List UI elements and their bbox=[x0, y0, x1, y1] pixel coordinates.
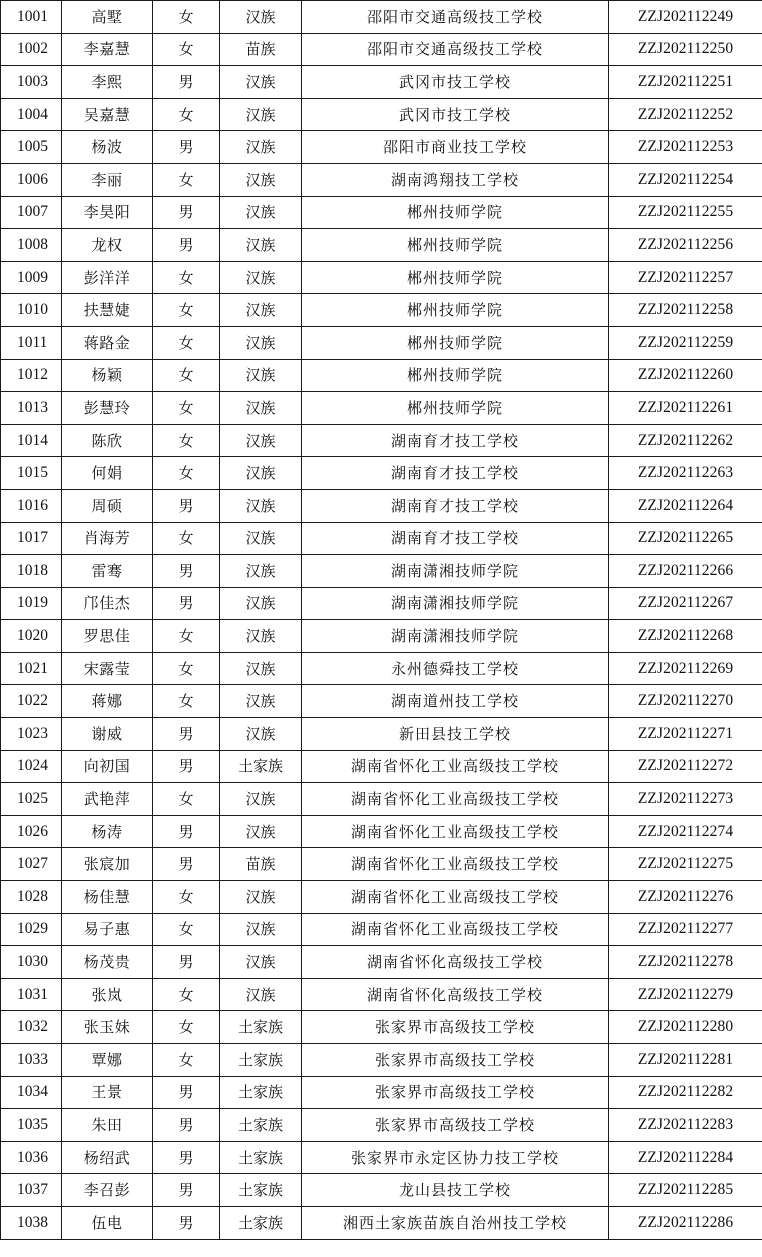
student-name-cell: 李熙 bbox=[62, 66, 153, 99]
school-name-cell: 邵阳市交通高级技工学校 bbox=[302, 33, 609, 66]
school-name-cell: 湖南鸿翔技工学校 bbox=[302, 163, 609, 196]
gender-cell: 男 bbox=[153, 1076, 220, 1109]
seq-number-cell: 1011 bbox=[1, 326, 62, 359]
student-name-cell: 龙权 bbox=[62, 229, 153, 262]
student-name-cell: 肖海芳 bbox=[62, 522, 153, 555]
school-name-cell: 郴州技师学院 bbox=[302, 294, 609, 327]
table-row bbox=[1, 196, 762, 229]
student-name-cell: 周硕 bbox=[62, 489, 153, 522]
gender-cell: 女 bbox=[153, 652, 220, 685]
seq-number-cell: 1029 bbox=[1, 913, 62, 946]
seq-number-cell: 1007 bbox=[1, 196, 62, 229]
student-name-cell: 何娟 bbox=[62, 457, 153, 490]
seq-number-cell: 1009 bbox=[1, 261, 62, 294]
seq-number-cell: 1001 bbox=[1, 1, 62, 34]
seq-number-cell: 1019 bbox=[1, 587, 62, 620]
gender-cell: 男 bbox=[153, 587, 220, 620]
ethnicity-cell: 土家族 bbox=[220, 1174, 302, 1207]
ethnicity-cell: 汉族 bbox=[220, 131, 302, 164]
ethnicity-cell: 汉族 bbox=[220, 718, 302, 751]
student-name-cell: 张宸加 bbox=[62, 848, 153, 881]
table-row bbox=[1, 33, 762, 66]
certificate-number-cell: ZZJ202112255 bbox=[609, 196, 762, 229]
school-name-cell: 新田县技工学校 bbox=[302, 718, 609, 751]
gender-cell: 女 bbox=[153, 392, 220, 425]
certificate-number-cell: ZZJ202112258 bbox=[609, 294, 762, 327]
school-name-cell: 湖南潇湘技师学院 bbox=[302, 620, 609, 653]
seq-number-cell: 1026 bbox=[1, 815, 62, 848]
table-row bbox=[1, 1044, 762, 1077]
certificate-number-cell: ZZJ202112278 bbox=[609, 946, 762, 979]
seq-number-cell: 1035 bbox=[1, 1109, 62, 1142]
table-row bbox=[1, 620, 762, 653]
student-name-cell: 张岚 bbox=[62, 978, 153, 1011]
seq-number-cell: 1033 bbox=[1, 1044, 62, 1077]
gender-cell: 男 bbox=[153, 229, 220, 262]
table-row bbox=[1, 261, 762, 294]
seq-number-cell: 1030 bbox=[1, 946, 62, 979]
ethnicity-cell: 汉族 bbox=[220, 261, 302, 294]
school-name-cell: 张家界市永定区协力技工学校 bbox=[302, 1141, 609, 1174]
student-name-cell: 谢威 bbox=[62, 718, 153, 751]
student-name-cell: 蒋路金 bbox=[62, 326, 153, 359]
ethnicity-cell: 汉族 bbox=[220, 978, 302, 1011]
school-name-cell: 湖南育才技工学校 bbox=[302, 522, 609, 555]
ethnicity-cell: 汉族 bbox=[220, 587, 302, 620]
table-row bbox=[1, 750, 762, 783]
student-name-cell: 向初国 bbox=[62, 750, 153, 783]
student-name-cell: 李召彭 bbox=[62, 1174, 153, 1207]
gender-cell: 女 bbox=[153, 783, 220, 816]
ethnicity-cell: 汉族 bbox=[220, 815, 302, 848]
certificate-number-cell: ZZJ202112284 bbox=[609, 1141, 762, 1174]
certificate-number-cell: ZZJ202112273 bbox=[609, 783, 762, 816]
certificate-number-cell: ZZJ202112267 bbox=[609, 587, 762, 620]
ethnicity-cell: 汉族 bbox=[220, 652, 302, 685]
certificate-number-cell: ZZJ202112285 bbox=[609, 1174, 762, 1207]
table-row bbox=[1, 359, 762, 392]
school-name-cell: 郴州技师学院 bbox=[302, 261, 609, 294]
table-row bbox=[1, 587, 762, 620]
gender-cell: 女 bbox=[153, 881, 220, 914]
student-name-cell: 彭慧玲 bbox=[62, 392, 153, 425]
certificate-number-cell: ZZJ202112251 bbox=[609, 66, 762, 99]
ethnicity-cell: 土家族 bbox=[220, 1141, 302, 1174]
table-row bbox=[1, 881, 762, 914]
school-name-cell: 湖南省怀化工业高级技工学校 bbox=[302, 848, 609, 881]
seq-number-cell: 1013 bbox=[1, 392, 62, 425]
certificate-number-cell: ZZJ202112272 bbox=[609, 750, 762, 783]
table-row bbox=[1, 163, 762, 196]
seq-number-cell: 1027 bbox=[1, 848, 62, 881]
student-name-cell: 伍电 bbox=[62, 1206, 153, 1239]
seq-number-cell: 1005 bbox=[1, 131, 62, 164]
certificate-number-cell: ZZJ202112271 bbox=[609, 718, 762, 751]
school-name-cell: 湖南省怀化工业高级技工学校 bbox=[302, 750, 609, 783]
certificate-number-cell: ZZJ202112275 bbox=[609, 848, 762, 881]
gender-cell: 男 bbox=[153, 1109, 220, 1142]
school-name-cell: 龙山县技工学校 bbox=[302, 1174, 609, 1207]
seq-number-cell: 1012 bbox=[1, 359, 62, 392]
seq-number-cell: 1017 bbox=[1, 522, 62, 555]
ethnicity-cell: 汉族 bbox=[220, 489, 302, 522]
school-name-cell: 湖南育才技工学校 bbox=[302, 457, 609, 490]
gender-cell: 男 bbox=[153, 946, 220, 979]
school-name-cell: 郴州技师学院 bbox=[302, 392, 609, 425]
seq-number-cell: 1034 bbox=[1, 1076, 62, 1109]
seq-number-cell: 1010 bbox=[1, 294, 62, 327]
certificate-number-cell: ZZJ202112254 bbox=[609, 163, 762, 196]
student-name-cell: 扶慧婕 bbox=[62, 294, 153, 327]
school-name-cell: 张家界市高级技工学校 bbox=[302, 1011, 609, 1044]
gender-cell: 女 bbox=[153, 1011, 220, 1044]
gender-cell: 男 bbox=[153, 718, 220, 751]
gender-cell: 女 bbox=[153, 294, 220, 327]
table-row bbox=[1, 1109, 762, 1142]
school-name-cell: 湖南潇湘技师学院 bbox=[302, 587, 609, 620]
certificate-number-cell: ZZJ202112283 bbox=[609, 1109, 762, 1142]
table-row bbox=[1, 66, 762, 99]
school-name-cell: 湘西土家族苗族自治州技工学校 bbox=[302, 1206, 609, 1239]
certificate-number-cell: ZZJ202112269 bbox=[609, 652, 762, 685]
student-name-cell: 朱田 bbox=[62, 1109, 153, 1142]
ethnicity-cell: 土家族 bbox=[220, 1109, 302, 1142]
ethnicity-cell: 汉族 bbox=[220, 685, 302, 718]
school-name-cell: 湖南省怀化高级技工学校 bbox=[302, 978, 609, 1011]
gender-cell: 女 bbox=[153, 457, 220, 490]
gender-cell: 女 bbox=[153, 1044, 220, 1077]
student-name-cell: 杨颖 bbox=[62, 359, 153, 392]
school-name-cell: 湖南省怀化工业高级技工学校 bbox=[302, 881, 609, 914]
table-row bbox=[1, 131, 762, 164]
school-name-cell: 湖南省怀化工业高级技工学校 bbox=[302, 815, 609, 848]
table-row bbox=[1, 294, 762, 327]
student-name-cell: 覃娜 bbox=[62, 1044, 153, 1077]
school-name-cell: 湖南育才技工学校 bbox=[302, 489, 609, 522]
student-name-cell: 高墅 bbox=[62, 1, 153, 34]
gender-cell: 女 bbox=[153, 326, 220, 359]
certificate-number-cell: ZZJ202112280 bbox=[609, 1011, 762, 1044]
certificate-number-cell: ZZJ202112250 bbox=[609, 33, 762, 66]
school-name-cell: 湖南省怀化工业高级技工学校 bbox=[302, 913, 609, 946]
seq-number-cell: 1014 bbox=[1, 424, 62, 457]
table-row bbox=[1, 848, 762, 881]
table-row bbox=[1, 522, 762, 555]
ethnicity-cell: 土家族 bbox=[220, 1011, 302, 1044]
certificate-number-cell: ZZJ202112274 bbox=[609, 815, 762, 848]
certificate-number-cell: ZZJ202112276 bbox=[609, 881, 762, 914]
gender-cell: 男 bbox=[153, 1141, 220, 1174]
table-row bbox=[1, 392, 762, 425]
table-row bbox=[1, 815, 762, 848]
gender-cell: 男 bbox=[153, 555, 220, 588]
gender-cell: 女 bbox=[153, 913, 220, 946]
school-name-cell: 郴州技师学院 bbox=[302, 196, 609, 229]
table-row bbox=[1, 685, 762, 718]
table-row bbox=[1, 946, 762, 979]
table-row bbox=[1, 1011, 762, 1044]
school-name-cell: 邵阳市交通高级技工学校 bbox=[302, 1, 609, 34]
certificate-number-cell: ZZJ202112252 bbox=[609, 98, 762, 131]
student-name-cell: 李丽 bbox=[62, 163, 153, 196]
ethnicity-cell: 汉族 bbox=[220, 555, 302, 588]
ethnicity-cell: 汉族 bbox=[220, 946, 302, 979]
gender-cell: 女 bbox=[153, 978, 220, 1011]
certificate-number-cell: ZZJ202112261 bbox=[609, 392, 762, 425]
table-row bbox=[1, 1206, 762, 1239]
school-name-cell: 郴州技师学院 bbox=[302, 359, 609, 392]
table-row bbox=[1, 424, 762, 457]
school-name-cell: 湖南育才技工学校 bbox=[302, 424, 609, 457]
seq-number-cell: 1036 bbox=[1, 1141, 62, 1174]
certificate-number-cell: ZZJ202112270 bbox=[609, 685, 762, 718]
table-row bbox=[1, 718, 762, 751]
certificate-number-cell: ZZJ202112253 bbox=[609, 131, 762, 164]
ethnicity-cell: 苗族 bbox=[220, 848, 302, 881]
certificate-number-cell: ZZJ202112263 bbox=[609, 457, 762, 490]
seq-number-cell: 1015 bbox=[1, 457, 62, 490]
school-name-cell: 武冈市技工学校 bbox=[302, 98, 609, 131]
seq-number-cell: 1008 bbox=[1, 229, 62, 262]
ethnicity-cell: 土家族 bbox=[220, 750, 302, 783]
certificate-number-cell: ZZJ202112281 bbox=[609, 1044, 762, 1077]
ethnicity-cell: 汉族 bbox=[220, 326, 302, 359]
ethnicity-cell: 汉族 bbox=[220, 294, 302, 327]
table-row bbox=[1, 1, 762, 34]
gender-cell: 女 bbox=[153, 620, 220, 653]
table-row bbox=[1, 1141, 762, 1174]
gender-cell: 女 bbox=[153, 685, 220, 718]
seq-number-cell: 1031 bbox=[1, 978, 62, 1011]
school-name-cell: 郴州技师学院 bbox=[302, 229, 609, 262]
gender-cell: 女 bbox=[153, 33, 220, 66]
seq-number-cell: 1018 bbox=[1, 555, 62, 588]
student-name-cell: 杨茂贵 bbox=[62, 946, 153, 979]
seq-number-cell: 1025 bbox=[1, 783, 62, 816]
school-name-cell: 湖南省怀化工业高级技工学校 bbox=[302, 783, 609, 816]
certificate-number-cell: ZZJ202112249 bbox=[609, 1, 762, 34]
seq-number-cell: 1020 bbox=[1, 620, 62, 653]
certificate-number-cell: ZZJ202112279 bbox=[609, 978, 762, 1011]
student-name-cell: 张玉妹 bbox=[62, 1011, 153, 1044]
table-row bbox=[1, 326, 762, 359]
ethnicity-cell: 汉族 bbox=[220, 359, 302, 392]
certificate-number-cell: ZZJ202112266 bbox=[609, 555, 762, 588]
gender-cell: 女 bbox=[153, 261, 220, 294]
certificate-number-cell: ZZJ202112260 bbox=[609, 359, 762, 392]
ethnicity-cell: 汉族 bbox=[220, 98, 302, 131]
table-row bbox=[1, 98, 762, 131]
ethnicity-cell: 汉族 bbox=[220, 66, 302, 99]
school-name-cell: 张家界市高级技工学校 bbox=[302, 1044, 609, 1077]
student-name-cell: 武艳萍 bbox=[62, 783, 153, 816]
ethnicity-cell: 苗族 bbox=[220, 33, 302, 66]
seq-number-cell: 1028 bbox=[1, 881, 62, 914]
ethnicity-cell: 土家族 bbox=[220, 1076, 302, 1109]
ethnicity-cell: 汉族 bbox=[220, 163, 302, 196]
ethnicity-cell: 汉族 bbox=[220, 196, 302, 229]
ethnicity-cell: 汉族 bbox=[220, 620, 302, 653]
gender-cell: 女 bbox=[153, 359, 220, 392]
ethnicity-cell: 汉族 bbox=[220, 229, 302, 262]
gender-cell: 女 bbox=[153, 163, 220, 196]
table-row bbox=[1, 489, 762, 522]
student-name-cell: 王景 bbox=[62, 1076, 153, 1109]
gender-cell: 女 bbox=[153, 1, 220, 34]
school-name-cell: 武冈市技工学校 bbox=[302, 66, 609, 99]
table-row bbox=[1, 1174, 762, 1207]
student-name-cell: 易子惠 bbox=[62, 913, 153, 946]
gender-cell: 男 bbox=[153, 1174, 220, 1207]
ethnicity-cell: 汉族 bbox=[220, 424, 302, 457]
school-name-cell: 湖南潇湘技师学院 bbox=[302, 555, 609, 588]
ethnicity-cell: 汉族 bbox=[220, 783, 302, 816]
gender-cell: 男 bbox=[153, 815, 220, 848]
gender-cell: 男 bbox=[153, 489, 220, 522]
certificate-number-cell: ZZJ202112265 bbox=[609, 522, 762, 555]
student-name-cell: 李昊阳 bbox=[62, 196, 153, 229]
seq-number-cell: 1038 bbox=[1, 1206, 62, 1239]
certificate-number-cell: ZZJ202112286 bbox=[609, 1206, 762, 1239]
student-name-cell: 吴嘉慧 bbox=[62, 98, 153, 131]
student-name-cell: 陈欣 bbox=[62, 424, 153, 457]
table-row bbox=[1, 913, 762, 946]
school-name-cell: 永州德舜技工学校 bbox=[302, 652, 609, 685]
seq-number-cell: 1023 bbox=[1, 718, 62, 751]
ethnicity-cell: 汉族 bbox=[220, 457, 302, 490]
table-row bbox=[1, 652, 762, 685]
gender-cell: 男 bbox=[153, 750, 220, 783]
table-row bbox=[1, 978, 762, 1011]
ethnicity-cell: 汉族 bbox=[220, 881, 302, 914]
gender-cell: 男 bbox=[153, 1206, 220, 1239]
seq-number-cell: 1032 bbox=[1, 1011, 62, 1044]
certificate-number-cell: ZZJ202112257 bbox=[609, 261, 762, 294]
student-name-cell: 邝佳杰 bbox=[62, 587, 153, 620]
ethnicity-cell: 汉族 bbox=[220, 1, 302, 34]
student-name-cell: 杨涛 bbox=[62, 815, 153, 848]
student-name-cell: 杨佳慧 bbox=[62, 881, 153, 914]
ethnicity-cell: 汉族 bbox=[220, 913, 302, 946]
gender-cell: 女 bbox=[153, 424, 220, 457]
ethnicity-cell: 土家族 bbox=[220, 1044, 302, 1077]
student-name-cell: 杨波 bbox=[62, 131, 153, 164]
ethnicity-cell: 汉族 bbox=[220, 392, 302, 425]
roster-table-body bbox=[1, 1, 762, 1240]
seq-number-cell: 1004 bbox=[1, 98, 62, 131]
gender-cell: 女 bbox=[153, 98, 220, 131]
ethnicity-cell: 汉族 bbox=[220, 522, 302, 555]
table-row bbox=[1, 783, 762, 816]
table-row bbox=[1, 1076, 762, 1109]
gender-cell: 男 bbox=[153, 66, 220, 99]
gender-cell: 男 bbox=[153, 848, 220, 881]
seq-number-cell: 1016 bbox=[1, 489, 62, 522]
school-name-cell: 湖南省怀化高级技工学校 bbox=[302, 946, 609, 979]
seq-number-cell: 1037 bbox=[1, 1174, 62, 1207]
table-row bbox=[1, 457, 762, 490]
certificate-number-cell: ZZJ202112277 bbox=[609, 913, 762, 946]
student-name-cell: 宋露莹 bbox=[62, 652, 153, 685]
school-name-cell: 邵阳市商业技工学校 bbox=[302, 131, 609, 164]
seq-number-cell: 1002 bbox=[1, 33, 62, 66]
seq-number-cell: 1022 bbox=[1, 685, 62, 718]
student-name-cell: 杨绍武 bbox=[62, 1141, 153, 1174]
certificate-number-cell: ZZJ202112282 bbox=[609, 1076, 762, 1109]
seq-number-cell: 1006 bbox=[1, 163, 62, 196]
certificate-number-cell: ZZJ202112264 bbox=[609, 489, 762, 522]
gender-cell: 男 bbox=[153, 196, 220, 229]
seq-number-cell: 1021 bbox=[1, 652, 62, 685]
certificate-number-cell: ZZJ202112268 bbox=[609, 620, 762, 653]
student-name-cell: 蒋娜 bbox=[62, 685, 153, 718]
certificate-number-cell: ZZJ202112262 bbox=[609, 424, 762, 457]
table-row bbox=[1, 229, 762, 262]
student-name-cell: 雷骞 bbox=[62, 555, 153, 588]
gender-cell: 男 bbox=[153, 131, 220, 164]
certificate-number-cell: ZZJ202112256 bbox=[609, 229, 762, 262]
student-name-cell: 彭洋洋 bbox=[62, 261, 153, 294]
ethnicity-cell: 土家族 bbox=[220, 1206, 302, 1239]
student-name-cell: 李嘉慧 bbox=[62, 33, 153, 66]
student-name-cell: 罗思佳 bbox=[62, 620, 153, 653]
table-row bbox=[1, 555, 762, 588]
seq-number-cell: 1003 bbox=[1, 66, 62, 99]
school-name-cell: 湖南道州技工学校 bbox=[302, 685, 609, 718]
seq-number-cell: 1024 bbox=[1, 750, 62, 783]
school-name-cell: 张家界市高级技工学校 bbox=[302, 1076, 609, 1109]
school-name-cell: 郴州技师学院 bbox=[302, 326, 609, 359]
school-name-cell: 张家界市高级技工学校 bbox=[302, 1109, 609, 1142]
certificate-number-cell: ZZJ202112259 bbox=[609, 326, 762, 359]
gender-cell: 女 bbox=[153, 522, 220, 555]
